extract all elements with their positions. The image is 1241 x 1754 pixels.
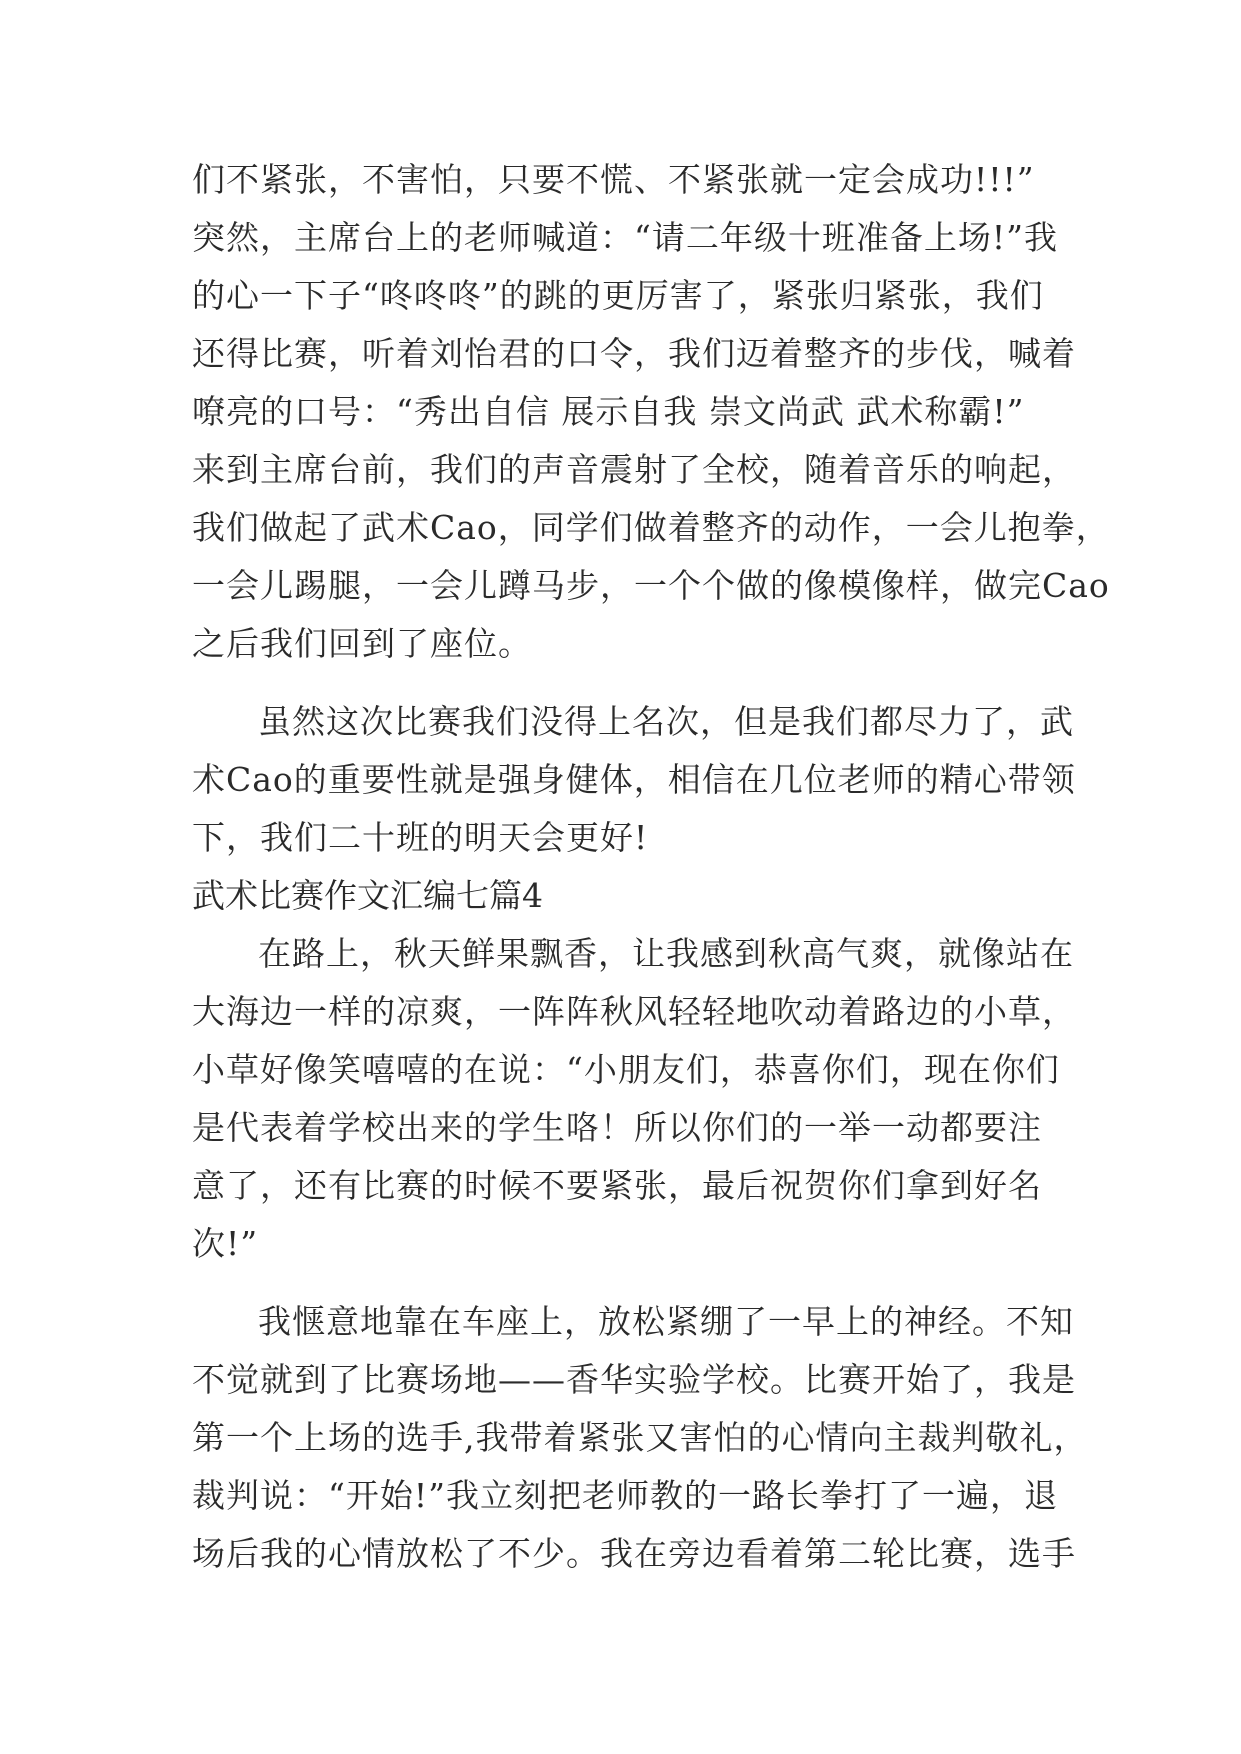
text-line: 我们做起了武术Cao，同学们做着整齐的动作，一会儿抱拳， (192, 508, 1110, 547)
text-line: 是代表着学校出来的学生咯！所以你们的一举一动都要注 (192, 1108, 1042, 1147)
section-heading: 武术比赛作文汇编七篇4 (192, 876, 543, 915)
text-line: 次!” (192, 1224, 259, 1263)
text-line: 不觉就到了比赛场地——香华实验学校。比赛开始了，我是 (192, 1360, 1076, 1399)
text-line: 场后我的心情放松了不少。我在旁边看着第二轮比赛，选手 (192, 1534, 1076, 1573)
text-line: 小草好像笑嘻嘻的在说：“小朋友们，恭喜你们，现在你们 (192, 1050, 1060, 1089)
paragraph-first-line: 我惬意地靠在车座上，放松紧绷了一早上的神经。不知 (258, 1302, 1074, 1341)
paragraph-first-line: 在路上，秋天鲜果飘香，让我感到秋高气爽，就像站在 (258, 934, 1074, 973)
text-line: 的心一下子“咚咚咚”的跳的更厉害了，紧张归紧张，我们 (192, 276, 1044, 315)
text-line: 意了，还有比赛的时候不要紧张，最后祝贺你们拿到好名 (192, 1166, 1042, 1205)
document-body (192, 151, 1110, 1583)
paragraph-first-line: 虽然这次比赛我们没得上名次，但是我们都尽力了，武 (258, 702, 1074, 741)
text-line: 第一个上场的选手,我带着紧张又害怕的心情向主裁判敬礼， (192, 1418, 1088, 1457)
text-line: 嘹亮的口号：“秀出自信 展示自我 崇文尚武 武术称霸!” (192, 392, 1025, 431)
text-line: 一会儿踢腿，一会儿蹲马步，一个个做的像模像样，做完Cao (192, 566, 1110, 605)
text-line: 下，我们二十班的明天会更好! (192, 818, 649, 857)
text-line: 来到主席台前，我们的声音震射了全校，随着音乐的响起， (192, 450, 1076, 489)
text-line: 裁判说：“开始!”我立刻把老师教的一路长拳打了一遍，退 (192, 1476, 1059, 1515)
text-line: 们不紧张，不害怕，只要不慌、不紧张就一定会成功!!!” (192, 160, 1035, 199)
text-line: 还得比赛，听着刘怡君的口令，我们迈着整齐的步伐，喊着 (192, 334, 1076, 373)
text-line: 之后我们回到了座位。 (192, 624, 532, 663)
text-line: 术Cao的重要性就是强身健体，相信在几位老师的精心带领 (192, 760, 1076, 799)
text-line: 突然，主席台上的老师喊道：“请二年级十班准备上场!”我 (192, 218, 1059, 257)
text-line: 大海边一样的凉爽，一阵阵秋风轻轻地吹动着路边的小草， (192, 992, 1076, 1031)
